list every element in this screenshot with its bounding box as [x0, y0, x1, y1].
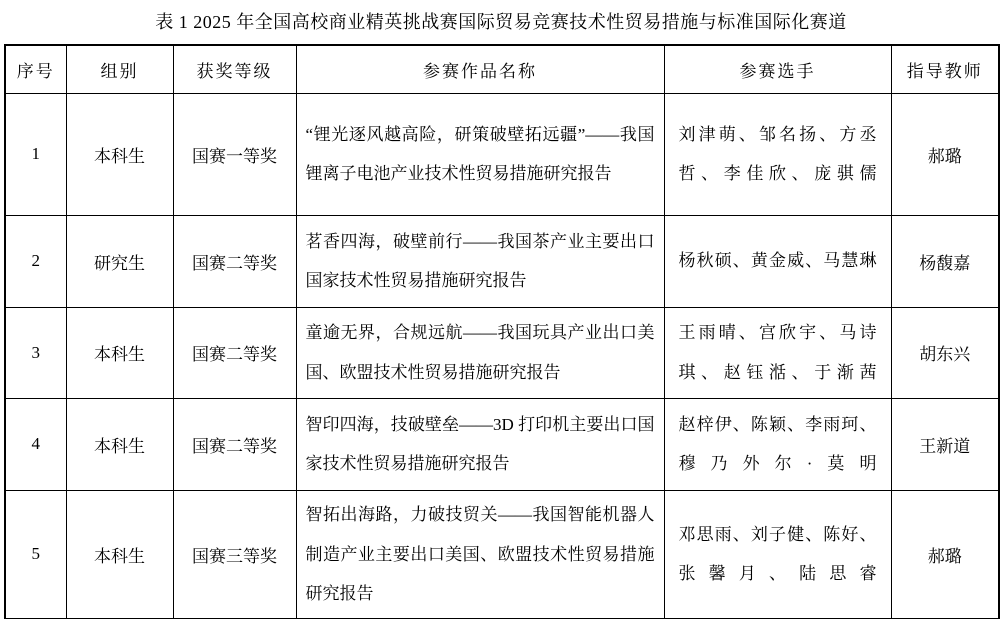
table-row: [5, 307, 999, 398]
table-row: [5, 215, 999, 307]
cell-contestants: 杨秋硕、黄金威、马慧琳: [664, 215, 891, 307]
cell-work: 智拓出海路，力破技贸关——我国智能机器人制造产业主要出口美国、欧盟技术性贸易措施研究报告: [296, 490, 664, 619]
cell-group: 本科生: [66, 398, 173, 490]
cell-no: 5: [5, 490, 66, 619]
table-caption: 表 1 2025 年全国高校商业精英挑战赛国际贸易竞赛技术性贸易措施与标准国际化赛道: [155, 12, 847, 32]
table-header-row: [5, 45, 999, 93]
cell-no: 4: [5, 398, 66, 490]
cell-group: 研究生: [66, 215, 173, 307]
cell-contestants: 刘津萌、邹名扬、方丞哲、李佳欣、庞骐儒: [664, 93, 891, 215]
cell-advisor: 王新道: [891, 398, 999, 490]
table-row: [5, 93, 999, 215]
cell-advisor: 杨馥嘉: [891, 215, 999, 307]
cell-contestants: 王雨晴、宫欣宇、马诗琪、赵钰湉、于渐茜: [664, 307, 891, 398]
cell-award: 国赛二等奖: [173, 398, 296, 490]
cell-contestants: 赵梓伊、陈颖、李雨珂、穆乃外尔·莫明: [664, 398, 891, 490]
cell-group: 本科生: [66, 307, 173, 398]
col-header-award: 获奖等级: [173, 45, 296, 93]
cell-no: 1: [5, 93, 66, 215]
col-header-work: 参赛作品名称: [296, 45, 664, 93]
col-header-no: 序号: [5, 45, 66, 93]
col-header-advisor: 指导教师: [891, 45, 999, 93]
cell-award: 国赛三等奖: [173, 490, 296, 619]
cell-advisor: 郝璐: [891, 93, 999, 215]
cell-award: 国赛一等奖: [173, 93, 296, 215]
col-header-contestants: 参赛选手: [664, 45, 891, 93]
cell-award: 国赛二等奖: [173, 307, 296, 398]
cell-advisor: 郝璐: [891, 490, 999, 619]
cell-work: 智印四海，技破壁垒——3D 打印机主要出口国家技术性贸易措施研究报告: [296, 398, 664, 490]
award-table: [4, 44, 1000, 619]
cell-work: 童逾无界，合规远航——我国玩具产业出口美国、欧盟技术性贸易措施研究报告: [296, 307, 664, 398]
cell-work: “锂光逐风越高险，研策破壁拓远疆”——我国锂离子电池产业技术性贸易措施研究报告: [296, 93, 664, 215]
table-row: [5, 398, 999, 490]
cell-advisor: 胡东兴: [891, 307, 999, 398]
table-row: [5, 490, 999, 619]
cell-work: 茗香四海，破壁前行——我国茶产业主要出口国家技术性贸易措施研究报告: [296, 215, 664, 307]
cell-no: 3: [5, 307, 66, 398]
cell-group: 本科生: [66, 93, 173, 215]
cell-no: 2: [5, 215, 66, 307]
cell-group: 本科生: [66, 490, 173, 619]
cell-award: 国赛二等奖: [173, 215, 296, 307]
col-header-group: 组别: [66, 45, 173, 93]
cell-contestants: 邓思雨、刘子健、陈好、张馨月、陆思睿: [664, 490, 891, 619]
